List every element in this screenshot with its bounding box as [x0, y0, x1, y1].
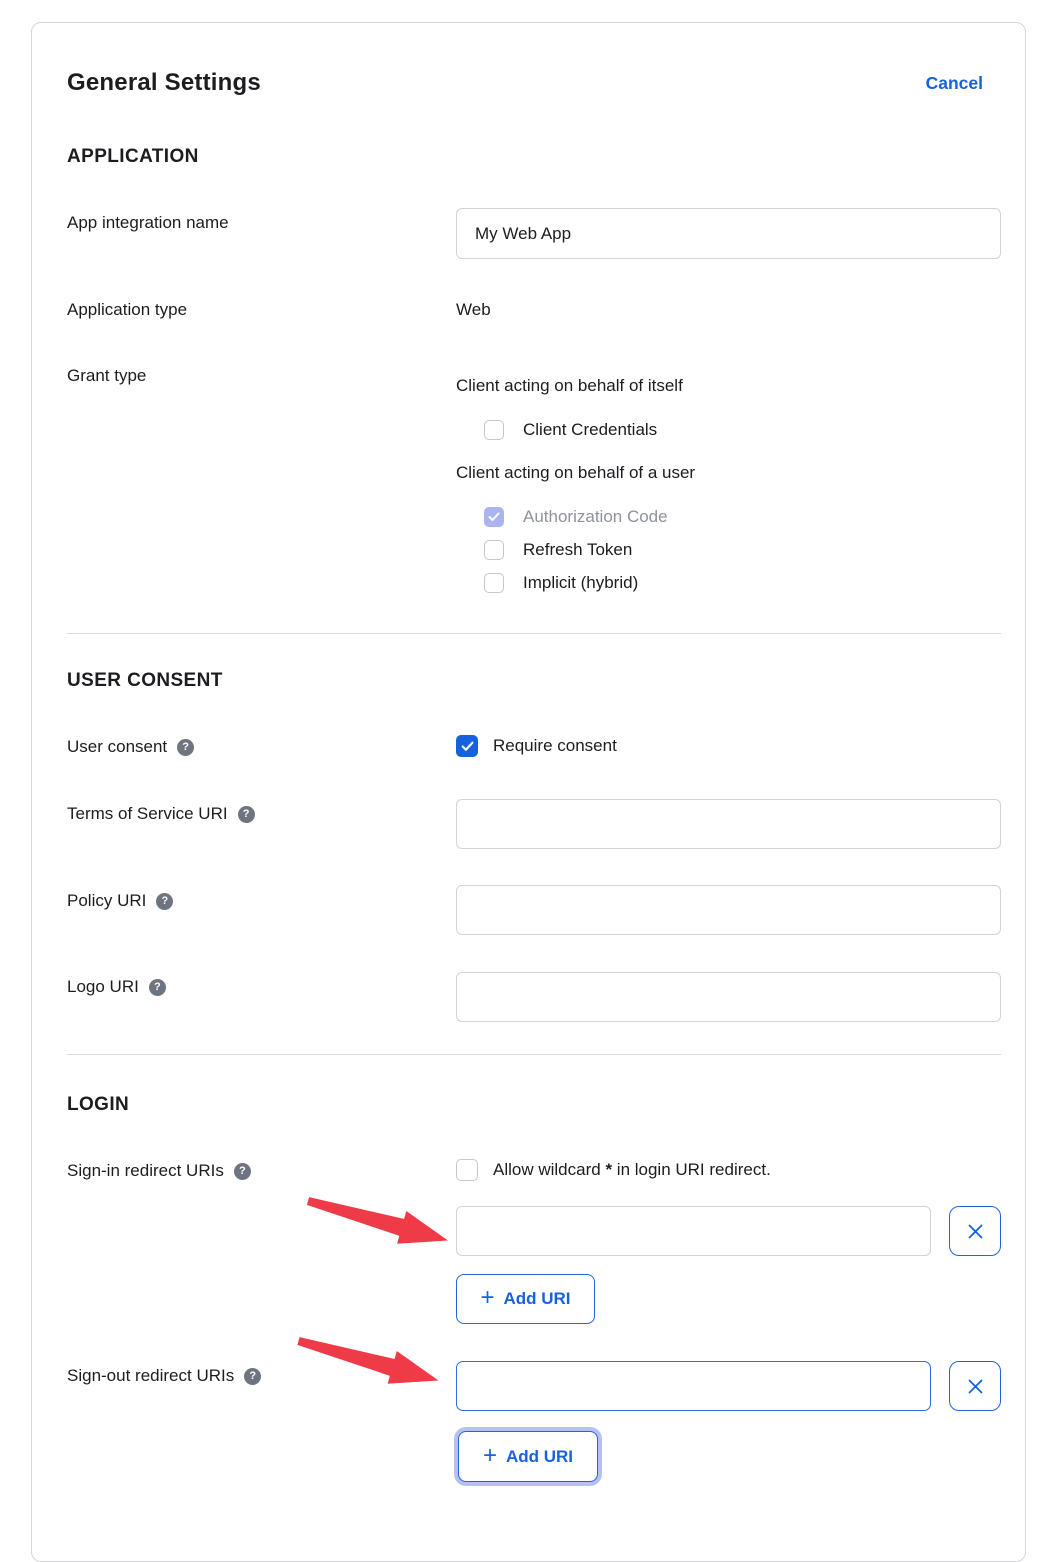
allow-wildcard-label-pre: Allow wildcard	[493, 1160, 606, 1179]
sign-in-redirect-label-row	[67, 1161, 251, 1181]
add-uri-button-label: Add URI	[505, 1446, 574, 1466]
remove-sign-in-uri-button[interactable]	[949, 1206, 1001, 1256]
app-integration-name-input[interactable]	[456, 208, 1001, 259]
authorization-code-checkbox[interactable]	[484, 507, 504, 527]
add-sign-out-uri-button[interactable]	[458, 1431, 598, 1482]
allow-wildcard-row	[456, 1159, 771, 1181]
plus-icon: +	[480, 1284, 495, 1311]
remove-icon	[968, 1379, 983, 1394]
help-icon[interactable]: ?	[149, 979, 166, 996]
user-consent-label: User consent	[67, 737, 168, 756]
tos-uri-label-row	[67, 804, 255, 824]
tos-uri-input[interactable]	[456, 799, 1001, 849]
cancel-button[interactable]: Cancel	[925, 73, 983, 93]
section-divider	[67, 1054, 1001, 1055]
allow-wildcard-star: *	[605, 1160, 613, 1179]
allow-wildcard-label-post: in login URI redirect.	[612, 1160, 771, 1179]
policy-uri-input[interactable]	[456, 885, 1001, 935]
add-uri-button-label: Add URI	[503, 1289, 571, 1308]
refresh-token-label: Refresh Token	[523, 540, 633, 559]
user-consent-section-heading: USER CONSENT	[67, 670, 223, 691]
require-consent-row	[456, 735, 617, 757]
client-credentials-label: Client Credentials	[523, 420, 658, 439]
refresh-token-checkbox[interactable]	[484, 540, 504, 560]
implicit-hybrid-label: Implicit (hybrid)	[523, 573, 639, 592]
authorization-code-label: Authorization Code	[523, 507, 668, 526]
sign-out-redirect-label-row	[67, 1366, 261, 1386]
sign-out-redirect-label: Sign-out redirect URIs	[67, 1366, 235, 1385]
implicit-hybrid-row	[484, 572, 638, 594]
require-consent-label: Require consent	[493, 736, 617, 755]
plus-icon: +	[482, 1441, 497, 1469]
help-icon[interactable]: ?	[156, 893, 173, 910]
red-arrow-annotation	[302, 1191, 457, 1253]
implicit-hybrid-checkbox[interactable]	[484, 573, 504, 593]
help-icon[interactable]: ?	[238, 806, 255, 823]
application-type-value: Web	[456, 300, 491, 319]
sign-in-redirect-label: Sign-in redirect URIs	[67, 1161, 224, 1180]
client-credentials-checkbox[interactable]	[484, 420, 504, 440]
app-integration-name-label: App integration name	[67, 213, 229, 232]
sign-out-redirect-uri-input[interactable]	[456, 1361, 931, 1411]
help-icon[interactable]: ?	[244, 1368, 261, 1385]
refresh-token-row	[484, 539, 632, 561]
remove-sign-out-uri-button[interactable]	[949, 1361, 1001, 1411]
client-credentials-row	[484, 419, 657, 441]
page-title: General Settings	[67, 69, 261, 96]
add-sign-in-uri-button[interactable]	[456, 1274, 595, 1324]
user-consent-label-row	[67, 737, 194, 757]
red-arrow-annotation	[290, 1331, 450, 1393]
check-icon	[488, 512, 500, 522]
login-section-heading: LOGIN	[67, 1094, 130, 1115]
remove-icon	[968, 1224, 983, 1239]
client-user-heading: Client acting on behalf of a user	[456, 463, 696, 482]
policy-uri-label-row	[67, 891, 173, 911]
section-divider	[67, 633, 1001, 634]
application-section-heading: APPLICATION	[67, 146, 199, 167]
logo-uri-input[interactable]	[456, 972, 1001, 1022]
client-itself-heading: Client acting on behalf of itself	[456, 376, 683, 395]
logo-uri-label-row	[67, 977, 166, 997]
sign-in-redirect-uri-input[interactable]	[456, 1206, 931, 1256]
require-consent-checkbox[interactable]	[456, 735, 478, 757]
tos-uri-label: Terms of Service URI	[67, 804, 228, 823]
authorization-code-row	[484, 506, 668, 528]
help-icon[interactable]: ?	[177, 739, 194, 756]
grant-type-label: Grant type	[67, 366, 147, 385]
policy-uri-label: Policy URI	[67, 891, 147, 910]
application-type-label: Application type	[67, 300, 188, 319]
allow-wildcard-checkbox[interactable]	[456, 1159, 478, 1181]
check-icon	[461, 741, 474, 752]
help-icon[interactable]: ?	[234, 1163, 251, 1180]
general-settings-card	[31, 22, 1026, 1562]
logo-uri-label: Logo URI	[67, 977, 139, 996]
allow-wildcard-label	[493, 1160, 771, 1180]
